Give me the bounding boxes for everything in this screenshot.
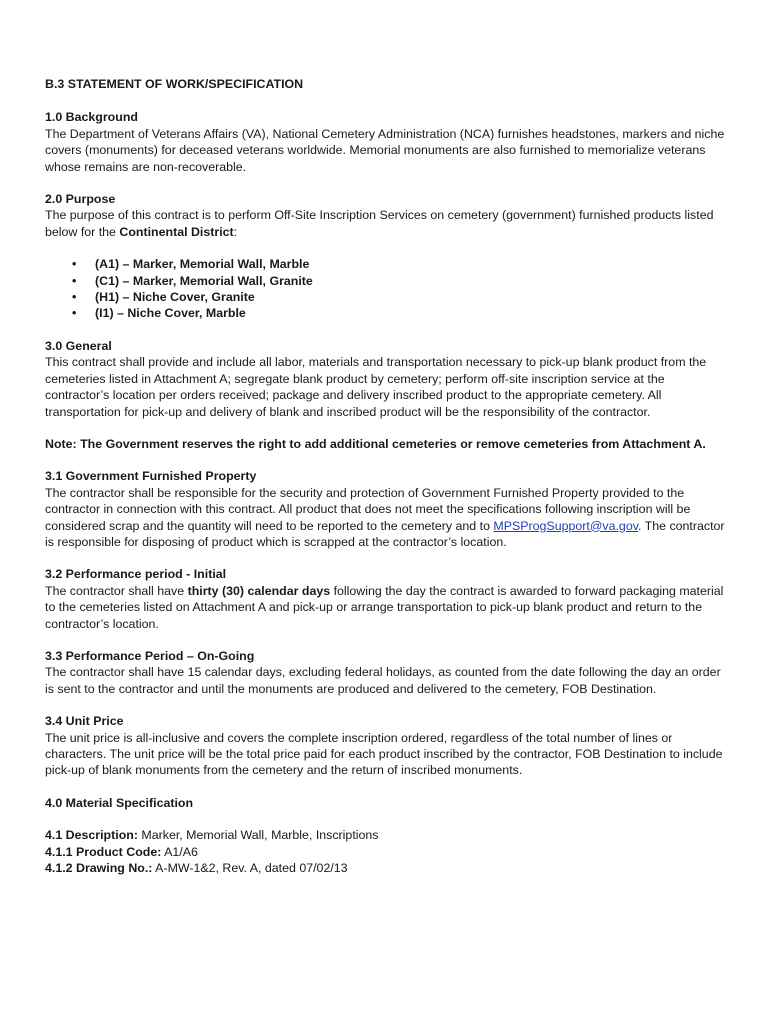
section-material-spec	[45, 795, 730, 811]
body-text: following the day the contract is awarded to forward packaging material to the cemeteries listed on Attachment A and pick-up or arrange transportation to pick-up blank product and return to the contractor’s location.	[45, 583, 724, 631]
section-body	[45, 583, 730, 632]
note-paragraph: Note: The Government reserves the right to add additional cemeteries or remove cemeteries from Attachment A.	[45, 436, 706, 451]
section-heading: 3.2 Performance period - Initial	[45, 567, 227, 582]
spec-label: 4.1 Description:	[45, 828, 138, 843]
district-name: Continental District	[119, 224, 234, 239]
section-unit-price	[45, 713, 730, 779]
section-heading: 2.0 Purpose	[45, 192, 116, 207]
list-item-text: (C1) – Marker, Memorial Wall, Granite	[95, 273, 313, 288]
body-text: The contractor shall have	[45, 583, 188, 598]
spec-value: Marker, Memorial Wall, Marble, Inscriptions	[137, 828, 379, 843]
section-description	[45, 827, 730, 876]
bullet-icon: •	[72, 257, 77, 272]
section-body	[45, 485, 730, 551]
body-text: The purpose of this contract is to perform Off-Site Inscription Services on cemetery (government) furnished products listed below for the	[45, 208, 714, 239]
spec-product-code	[45, 844, 730, 860]
section-heading: 4.0 Material Specification	[45, 795, 194, 810]
section-background	[45, 109, 730, 175]
list-item	[45, 305, 730, 321]
section-heading: 3.4 Unit Price	[45, 714, 124, 729]
list-item-text: (H1) – Niche Cover, Granite	[95, 290, 255, 305]
list-item-text: (A1) – Marker, Memorial Wall, Marble	[95, 257, 310, 272]
section-heading: 3.1 Government Furnished Property	[45, 469, 257, 484]
section-general	[45, 338, 730, 420]
section-performance-initial	[45, 566, 730, 632]
spec-value: A1/A6	[161, 844, 198, 859]
section-body: The contractor shall have 15 calendar days, excluding federal holidays, as counted from the date following the day an order is sent to the contractor and until the monuments are produced and delivered to the cemetery, FOB Destination.	[45, 665, 721, 696]
list-item-text: (I1) – Niche Cover, Marble	[95, 306, 246, 321]
bullet-icon: •	[72, 273, 77, 288]
bullet-icon: •	[72, 290, 77, 305]
section-body	[45, 207, 730, 240]
body-text: . The contractor is responsible for disposing of product which is scrapped at the contractor’s location.	[45, 518, 725, 549]
spec-value: A-MW-1&2, Rev. A, dated 07/02/13	[152, 861, 348, 876]
list-item	[45, 289, 730, 305]
body-text: The contractor shall be responsible for the security and protection of Government Furnished Property provided to the contractor in connection with this contract. All product that does not meet the specifications following inscription will be considered scrap and the quantity will need to be reported to the cemetery and to	[45, 485, 691, 533]
days-emphasis: thirty (30) calendar days	[187, 583, 331, 598]
document-page	[45, 76, 730, 876]
spec-label: 4.1.1 Product Code:	[45, 844, 162, 859]
section-body: The Department of Veterans Affairs (VA), National Cemetery Administration (NCA) furnishes headstones, markers and niche covers (monuments) for deceased veterans worldwide. Memorial monuments are also furnished to memorialize veterans whose remains are non-recoverable.	[45, 126, 725, 174]
section-heading: 1.0 Background	[45, 110, 138, 125]
spec-description	[45, 827, 730, 843]
section-government-property	[45, 468, 730, 550]
list-item	[45, 256, 730, 272]
body-text: :	[233, 224, 238, 239]
section-heading: 3.0 General	[45, 338, 112, 353]
section-performance-ongoing	[45, 648, 730, 697]
spec-drawing-no	[45, 860, 730, 876]
section-heading: 3.3 Performance Period – On-Going	[45, 648, 255, 663]
bullet-icon: •	[72, 306, 77, 321]
section-purpose	[45, 191, 730, 322]
product-list	[45, 256, 730, 322]
section-body: The unit price is all-inclusive and covers the complete inscription ordered, regardless of the total number of lines or characters. The unit price will be the total price paid for each product inscribed by the contractor, FOB Destination to include pick-up of blank monuments from the cemetery and the return of inscribed monuments.	[45, 730, 723, 778]
section-body: This contract shall provide and include all labor, materials and transportation necessary to pick-up blank product from the cemeteries listed in Attachment A; segregate blank product by cemetery; perform off-site inscription service at the contractor’s location per orders received; package and delivery inscribed product to the appropriate cemetery. All transportation for pick-up and delivery of blank and inscribed product will be the responsibility of the contractor.	[45, 355, 707, 419]
spec-label: 4.1.2 Drawing No.:	[45, 861, 153, 876]
list-item	[45, 273, 730, 289]
email-link[interactable]: MPSProgSupport@va.gov	[493, 518, 638, 533]
document-title: B.3 STATEMENT OF WORK/SPECIFICATION	[45, 77, 304, 91]
